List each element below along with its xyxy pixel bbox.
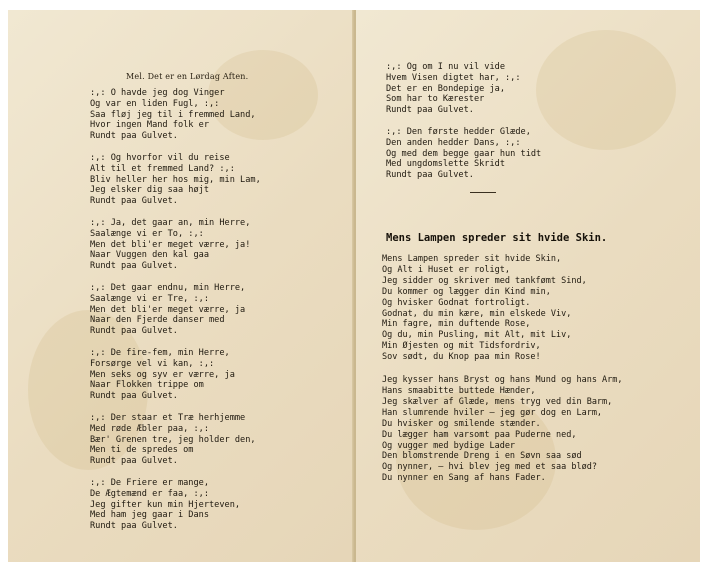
verse-line: Rundt paa Gulvet. xyxy=(90,456,178,467)
verse-line: Den blomstrende Dreng i en Søvn saa sød xyxy=(382,451,582,462)
verse-line: Du lægger ham varsomt paa Puderne ned, xyxy=(382,429,577,440)
verse xyxy=(382,254,672,363)
verse-line: Min Øjesten og mit Tidsfordriv, xyxy=(382,341,541,352)
verse-line: Rundt paa Gulvet. xyxy=(386,170,474,181)
verse-line: Jeg sidder og skriver med tankfømt Sind, xyxy=(382,275,587,286)
verse-line: Rundt paa Gulvet. xyxy=(90,326,178,337)
verse-line: Rundt paa Gulvet. xyxy=(90,521,178,532)
verse-line: Og hvisker Godnat fortroligt. xyxy=(382,297,531,308)
verse-line: Jeg gifter kun min Hjerteven, xyxy=(90,499,241,510)
verse-line: De Ægtemænd er faa, :,: xyxy=(90,488,209,499)
verse-line: Mens Lampen spreder sit hvide Skin, xyxy=(382,254,562,264)
verse-line: :,: Ja, det gaar an, min Herre, xyxy=(90,217,251,228)
verse-line: Jeg kysser hans Bryst og hans Mund og hans Arm, xyxy=(382,375,623,386)
verse xyxy=(382,375,672,484)
verse-line: Med ungdomslette Skridt xyxy=(386,159,505,170)
verse-line: Og var en liden Fugl, :,: xyxy=(90,98,220,109)
verse-line: Hvor ingen Mand folk er xyxy=(90,120,209,131)
verse-line: Du hvisker og smilende stænder. xyxy=(382,418,541,429)
verse-line: Bær' Grenen tre, jeg holder den, xyxy=(90,434,256,445)
verse-line: Med ham jeg gaar i Dans xyxy=(90,510,209,521)
section-divider xyxy=(470,192,496,193)
verse-line: Det er en Bondepige ja, xyxy=(386,83,505,94)
verse-line: Jeg elsker dig saa højt xyxy=(90,185,209,196)
verse-line: :,: Og hvorfor vil du reise xyxy=(90,152,230,163)
verse-line: Som har to Kærester xyxy=(386,94,485,105)
verse xyxy=(90,478,330,532)
verse-line: Naar den Fjerde danser med xyxy=(90,315,225,326)
verse-line: Rundt paa Gulvet. xyxy=(90,131,178,142)
verse-line: Og med dem begge gaar hun tidt xyxy=(386,148,542,159)
verse-line: Men seks og syv er værre, ja xyxy=(90,369,235,380)
verse-line: Saalænge vi er To, :,: xyxy=(90,228,204,239)
verse-line: Saa fløj jeg til i fremmed Land, xyxy=(90,109,256,120)
verse-line: Og vugger med bydige Lader xyxy=(382,440,516,451)
verse xyxy=(90,348,330,402)
poem-body xyxy=(382,254,672,496)
verse-line: Den anden hedder Dans, :,: xyxy=(386,137,521,148)
verse xyxy=(386,127,656,181)
left-verses xyxy=(90,88,330,543)
verse-line: :,: De fire-fem, min Herre, xyxy=(90,347,230,358)
verse xyxy=(90,218,330,272)
verse-line: Og Alt i Huset er roligt, xyxy=(382,264,510,275)
verse-line: Hvem Visen digtet har, :,: xyxy=(386,72,521,83)
poem-title: Mens Lampen spreder sit hvide Skin. xyxy=(386,232,608,244)
verse-line: Rundt paa Gulvet. xyxy=(90,196,178,207)
verse-line: :,: Der staar et Træ herhjemme xyxy=(90,412,246,423)
verse xyxy=(90,153,330,207)
verse-line: Bliv heller her hos mig, min Lam, xyxy=(90,174,261,185)
verse-line: Godnat, du min kære, min elskede Viv, xyxy=(382,308,572,319)
verse-line: Du kommer og lægger din Kind min, xyxy=(382,286,551,297)
verse-line: Han slumrende hviler — jeg gør dog en Larm, xyxy=(382,407,603,418)
verse-line: Naar Vuggen den kal gaa xyxy=(90,250,209,261)
verse-line: Rundt paa Gulvet. xyxy=(90,261,178,272)
verse-line: Og du, min Pusling, mit Alt, mit Liv, xyxy=(382,330,572,341)
verse xyxy=(90,88,330,142)
verse-line: Men ti de spredes om xyxy=(90,445,194,456)
right-verses xyxy=(386,62,656,193)
verse-line: Hans smaabitte buttede Hænder, xyxy=(382,385,536,396)
verse-line: Rundt paa Gulvet. xyxy=(386,105,474,116)
verse-line: Med røde Æbler paa, :,: xyxy=(90,423,209,434)
verse-line: Min fagre, min duftende Rose, xyxy=(382,319,531,330)
verse-line: Forsørge vel vi kan, :,: xyxy=(90,358,215,369)
melody-note: Mel. Det er en Lørdag Aften. xyxy=(126,72,249,81)
verse xyxy=(90,413,330,467)
left-page xyxy=(8,10,354,562)
verse-line: Naar Flokken trippe om xyxy=(90,380,204,391)
verse-line: Saalænge vi er Tre, :,: xyxy=(90,293,209,304)
verse-line: Jeg skælver af Glæde, mens tryg ved din Barm, xyxy=(382,396,613,407)
verse-line: :,: Det gaar endnu, min Herre, xyxy=(90,282,246,293)
verse-line: :,: Og om I nu vil vide xyxy=(386,62,505,72)
verse-line: Du nynner en Sang af hans Fader. xyxy=(382,473,546,484)
verse xyxy=(90,283,330,337)
verse-line: Og nynner, — hvi blev jeg med et saa blød? xyxy=(382,462,597,473)
verse-line: Men det bli'er meget værre, ja xyxy=(90,304,246,315)
verse-line: Rundt paa Gulvet. xyxy=(90,391,178,402)
printed-sheet xyxy=(8,10,700,562)
verse-line: Alt til et fremmed Land? :,: xyxy=(90,163,235,174)
verse-line: :,: Den første hedder Glæde, xyxy=(386,126,531,137)
verse xyxy=(386,62,656,116)
verse-line: :,: O havde jeg dog Vinger xyxy=(90,88,225,98)
verse-line: Men det bli'er meget værre, ja! xyxy=(90,239,251,250)
verse-line: :,: De Friere er mange, xyxy=(90,477,209,488)
verse-line: Sov sødt, du Knop paa min Rose! xyxy=(382,352,541,363)
